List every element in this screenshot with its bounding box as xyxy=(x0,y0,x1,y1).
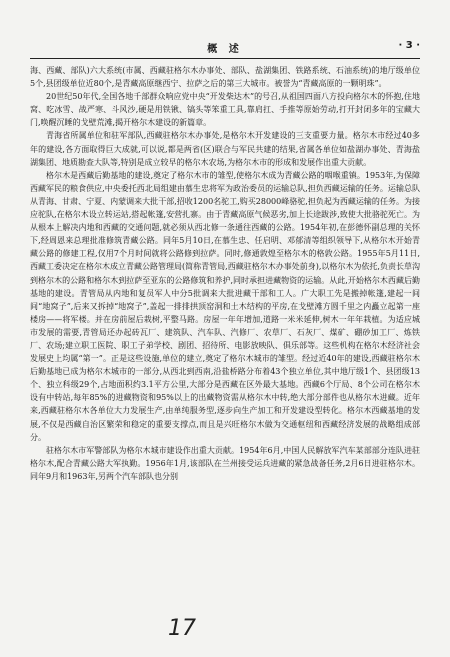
page-header xyxy=(30,40,420,56)
handwritten-page-note: 17 xyxy=(168,616,196,641)
paragraph: 20世纪50年代,全国各地千部群众响应党中央“开发柴达木”的号召,从祖国四面八方投向格尔木的怀抱,住地窝、吃冰雪、战严寒、斗风沙,硬是用铁锹、镐头等笨重工具,靠肩扛、手推等原始劳动,打开封闭多年的宝藏大门,唤醒沉睡的戈壁荒滩,揭开格尔木建设的新篇章。 xyxy=(30,92,420,128)
paragraph: 海、西藏、部队)六大系统(市属、西藏驻格尔木办事处、部队、盐湖集团、铁路系统、石油系统)的地厅级单位5个,县团级单位近80个,是青藏高原继西宁、拉萨之后的第三大城市。被誉为“青藏高原的一颗明珠”。 xyxy=(30,66,420,89)
paragraph: 驻格尔木市军警部队为格尔木城市建设作出重大贡献。1954年6月,中国人民解放军汽车某部部分连队进驻格尔木,配合青藏公路大军执勤。1956年1月,该部队在兰州接受运兵进藏的紧急战备任务,2月6日进驻格尔木。同年9月和1963年,另两个汽车部队也分别 xyxy=(30,445,420,481)
paragraph: 青海省所属单位和驻军部队,西藏驻格尔木办事处,是格尔木开发建设的三支重要力量。格尔木市经过40多年的建设,各方面取得巨大成就,可以说,都是两省(区)联合与军民共建的结果,省属各单位如盐湖办事处、青海盐湖集团、地质勘查大队等,特别是成立较早的格尔木农场,为格尔木市的形成和发展作出重大贡献。 xyxy=(30,131,420,167)
page-number: · 3 · xyxy=(398,40,420,51)
section-title: 概 述 xyxy=(207,44,243,55)
paragraph: 格尔木是西藏后勤基地的建设,奠定了格尔木市的雏型,使格尔木成为青藏公路的咽喉重镇。1953年,为保障西藏军民的粮食供应,中央委托西北局组建由慕生忠将军为政治委员的运输总队,担负西藏运输的任务。运输总队从青海、甘肃、宁夏、内蒙调来大批干部,招收1200名驼工,购买28000峰骆驼,担负起为西藏运输的任务。为接应驼队,在格尔木设立转运站,搭起帐篷,安营扎寨。由于青藏高原气候恶劣,加上长途跋涉,致使大批骆驼死亡。为从根本上解决内地和西藏的交通问题,就必须从西北修一条通往西藏的公路。1954年初,在彭德怀副总理的关怀下,经周恩来总理批准修筑青藏公路。同年5月10日,在慕生忠、任启明、邓郁清等组织领导下,从格尔木开始青藏公路的修建工程,仅用7个月时间就将公路修到拉萨。同时,修通敦煌至格尔木的格敦公路。1955年5月11日,西藏工委决定在格尔木成立青藏公路管理局(简称青管局,西藏驻格尔木办事处前身),以格尔木为依托,负责长草沟到格尔木的公路和格尔木到拉萨至亚东的公路修筑和养护,同时承担进藏物资的运输。从此,开始格尔木西藏后勤基地的建设。青管局从内地和复员军人中分5批调来大批进藏干部和工人。广大职工先是搬掉帐篷,建起一间间“地窝子”,后来又拆掉“地窝子”,盖起一排排拱顶窑洞和土木结构的平房,在戈壁滩方圆千里之内矗立起第一座楼房——将军楼。并在房前屋后栽树,平整马路。房屋一年年增加,道路一米米延伸,树木一年年栽植。为适应城市发展的需要,青管局还办起砖瓦厂、建筑队、汽车队、汽修厂、农草厂、石灰厂、煤矿、硼砂加工厂、炼铁厂、农场;建立职工医院、职工子弟学校、剧团、招待所、电影放映队、俱乐部等。这些机构在格尔木经济社会发展史上均属“第一”。正是这些设施,单位的建立,奠定了格尔木城市的雏型。经过近40年的建设,西藏驻格尔木后勤基地已成为格尔木城市的一部分,从西北到西南,沿盐桥路分布着43个独立单位,其中地厅级1个、县团级13个、独立科级29个,占地面积约3.1平方公里,大部分是西藏在区外最大基地。西藏6个厅局、8个公司在格尔木设有中转站,每年85%的进藏物资和95%以上的出藏物资需从格尔木中转,绝大部分部件也从格尔木进藏。近年来,西藏驻格尔木各单位大力发展生产,由单纯服务型,逐步向生产加工和开发建设型转化。格尔木西藏基地的发展,不仅是西藏自治区繁荣和稳定的重要支撑点,而且是兴旺格尔木做为交通枢纽和西藏经济发展的战略组成部分。 xyxy=(30,170,420,442)
body-text xyxy=(30,64,420,609)
header-rule xyxy=(30,58,420,59)
